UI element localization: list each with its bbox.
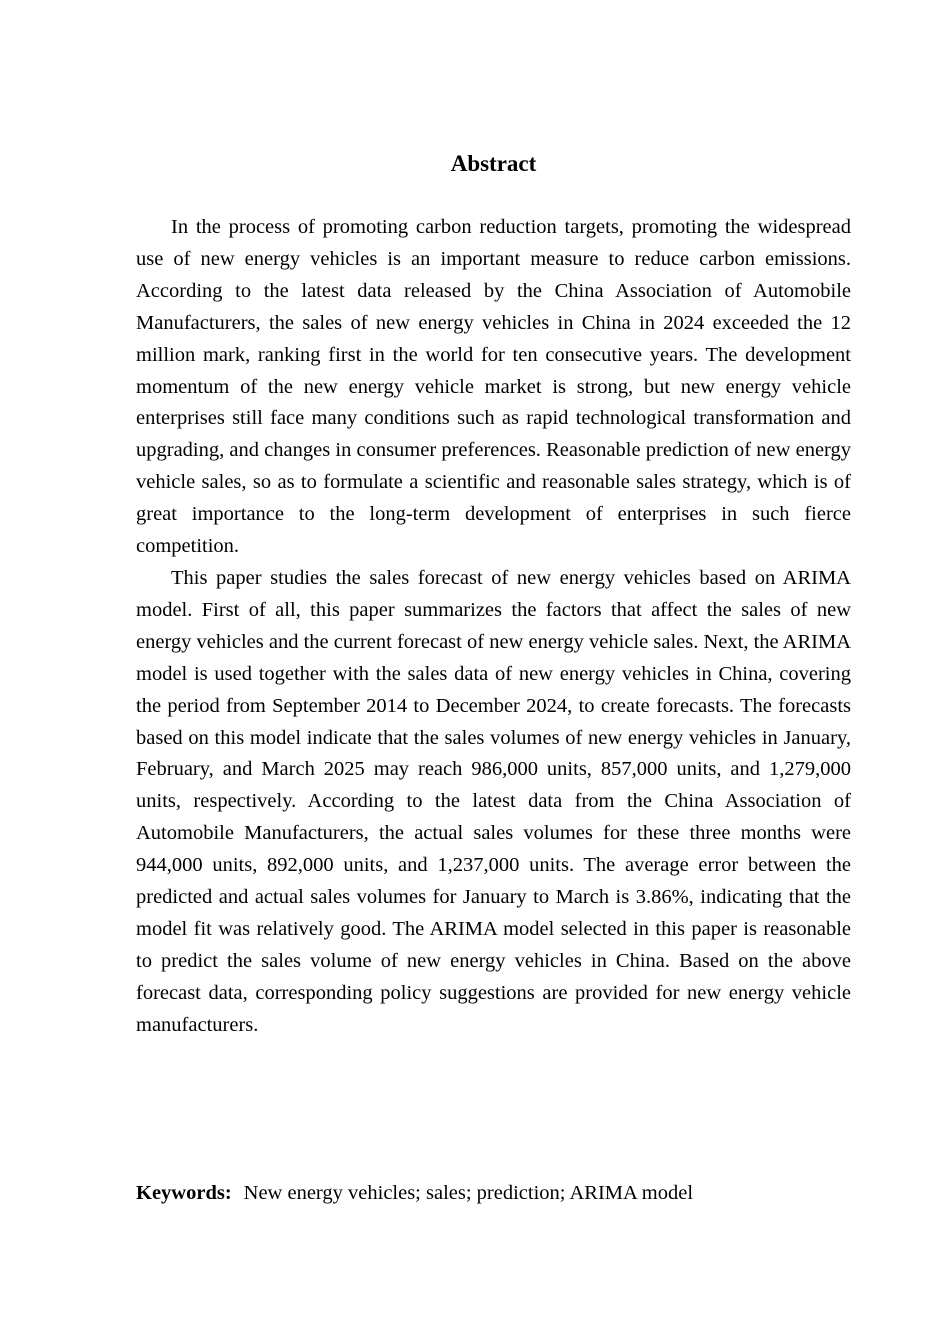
keywords-text: New energy vehicles; sales; prediction; ARIMA model bbox=[243, 1182, 694, 1204]
keywords-label: Keywords: bbox=[136, 1182, 232, 1204]
keywords-line bbox=[136, 1177, 851, 1209]
abstract-section bbox=[136, 148, 851, 1042]
abstract-paragraph-2: This paper studies the sales forecast of new energy vehicles based on ARIMA model. First of all, this paper summarizes the factors that affect the sales of new energy vehicles and the current forecast of new energy vehicle sales. Next, the ARIMA model is used together with the sales data of new energy vehicles in China, covering the period from September 2014 to December 2024, to create forecasts. The forecasts based on this model indicate that the sales volumes of new energy vehicles in January, February, and March 2025 may reach 986,000 units, 857,000 units, and 1,279,000 units, respectively. According to the latest data from the China Association of Automobile Manufacturers, the actual sales volumes for these three months were 944,000 units, 892,000 units, and 1,237,000 units. The average error between the predicted and actual sales volumes for January to March is 3.86%, indicating that the model fit was relatively good. The ARIMA model selected in this paper is reasonable to predict the sales volume of new energy vehicles in China. Based on the above forecast data, corresponding policy suggestions are provided for new energy vehicle manufacturers. bbox=[136, 566, 851, 1036]
abstract-paragraph-1: In the process of promoting carbon reduction targets, promoting the widespread use of new energy vehicles is an important measure to reduce carbon emissions. According to the latest data released by the China Association of Automobile Manufacturers, the sales of new energy vehicles in China in 2024 exceeded the 12 million mark, ranking first in the world for ten consecutive years. The development momentum of the new energy vehicle market is strong, but new energy vehicle enterprises still face many conditions such as rapid technological transformation and upgrading, and changes in consumer preferences. Reasonable prediction of new energy vehicle sales, so as to formulate a scientific and reasonable sales strategy, which is of great importance to the long-term development of enterprises in such fierce competition. bbox=[136, 216, 851, 558]
abstract-title: Abstract bbox=[450, 151, 537, 176]
